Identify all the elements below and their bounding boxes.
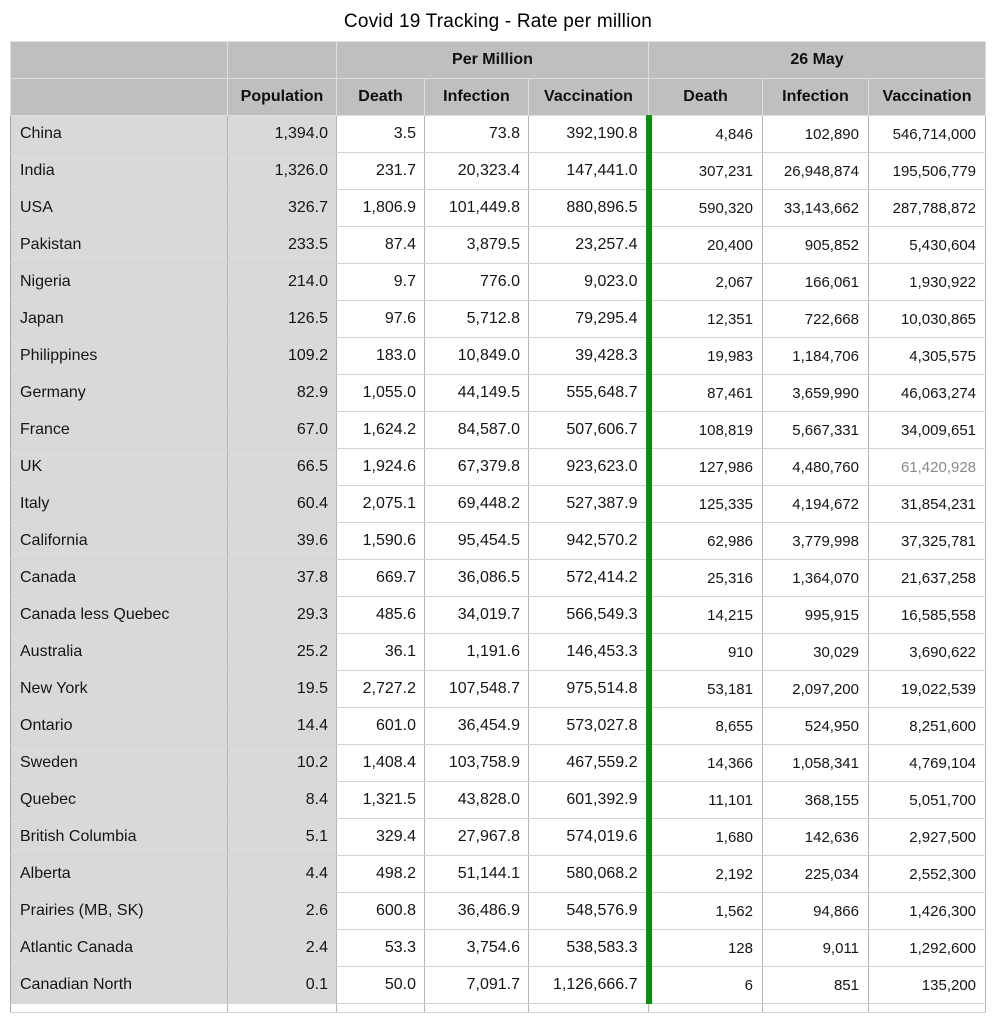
cell-pm-infection[interactable]: 27,967.8 <box>425 819 529 856</box>
cell-may-infection[interactable]: 524,950 <box>763 708 869 745</box>
cell-rowlabel[interactable]: France <box>11 412 228 449</box>
table-row <box>11 560 986 597</box>
cell-pm-death[interactable]: 9.7 <box>337 264 425 301</box>
cell-pm-infection[interactable]: 36,486.9 <box>425 893 529 930</box>
cell-rowlabel[interactable]: Nigeria <box>11 264 228 301</box>
cell-may-infection[interactable]: 995,915 <box>763 597 869 634</box>
cell-pm-death[interactable]: 1,806.9 <box>337 190 425 227</box>
group-header-26-may[interactable]: 26 May <box>649 42 986 79</box>
cell-population[interactable]: 326.7 <box>228 190 337 227</box>
table-row <box>11 745 986 782</box>
cell-may-death[interactable]: 53,181 <box>649 671 763 708</box>
cell-pm-infection[interactable]: 10,849.0 <box>425 338 529 375</box>
partial-cell <box>649 1004 763 1013</box>
cell-may-death[interactable]: 4,846 <box>649 116 763 153</box>
table-row <box>11 856 986 893</box>
column-header-pm-infection[interactable]: Infection <box>425 79 529 116</box>
table-row <box>11 486 986 523</box>
cell-may-vaccination[interactable]: 1,930,922 <box>869 264 986 301</box>
cell-pm-vaccination[interactable]: 467,559.2 <box>529 745 649 782</box>
cell-pm-death[interactable]: 2,727.2 <box>337 671 425 708</box>
cell-population[interactable]: 25.2 <box>228 634 337 671</box>
cell-pm-vaccination[interactable]: 574,019.6 <box>529 819 649 856</box>
cell-may-infection[interactable]: 1,364,070 <box>763 560 869 597</box>
cell-rowlabel[interactable]: Japan <box>11 301 228 338</box>
cell-population[interactable]: 19.5 <box>228 671 337 708</box>
cell-rowlabel[interactable]: Alberta <box>11 856 228 893</box>
partial-cell <box>529 1004 649 1013</box>
cell-rowlabel[interactable]: California <box>11 523 228 560</box>
cell-pm-vaccination[interactable]: 555,648.7 <box>529 375 649 412</box>
cell-may-infection[interactable]: 5,667,331 <box>763 412 869 449</box>
cell-rowlabel[interactable]: Sweden <box>11 745 228 782</box>
cell-may-death[interactable]: 12,351 <box>649 301 763 338</box>
cell-may-vaccination[interactable]: 2,927,500 <box>869 819 986 856</box>
partial-cell <box>869 1004 986 1013</box>
cell-pm-vaccination[interactable]: 572,414.2 <box>529 560 649 597</box>
cell-population[interactable]: 5.1 <box>228 819 337 856</box>
table-header <box>11 42 986 116</box>
cell-may-vaccination[interactable]: 3,690,622 <box>869 634 986 671</box>
cell-rowlabel[interactable]: Canada less Quebec <box>11 597 228 634</box>
cell-population[interactable]: 109.2 <box>228 338 337 375</box>
cell-pm-infection[interactable]: 36,086.5 <box>425 560 529 597</box>
cell-pm-vaccination[interactable]: 23,257.4 <box>529 227 649 264</box>
cell-may-vaccination[interactable]: 546,714,000 <box>869 116 986 153</box>
cell-rowlabel[interactable]: UK <box>11 449 228 486</box>
cell-pm-vaccination[interactable]: 79,295.4 <box>529 301 649 338</box>
cell-pm-vaccination[interactable]: 147,441.0 <box>529 153 649 190</box>
cell-may-infection[interactable]: 722,668 <box>763 301 869 338</box>
cell-pm-death[interactable]: 231.7 <box>337 153 425 190</box>
cell-may-death[interactable]: 307,231 <box>649 153 763 190</box>
cell-rowlabel[interactable]: Pakistan <box>11 227 228 264</box>
cell-rowlabel[interactable]: Italy <box>11 486 228 523</box>
table-row <box>11 967 986 1004</box>
cell-may-infection[interactable]: 30,029 <box>763 634 869 671</box>
cell-pm-infection[interactable]: 101,449.8 <box>425 190 529 227</box>
cell-may-death[interactable]: 2,067 <box>649 264 763 301</box>
table-row <box>11 449 986 486</box>
cell-rowlabel[interactable]: Prairies (MB, SK) <box>11 893 228 930</box>
cell-pm-vaccination[interactable]: 923,623.0 <box>529 449 649 486</box>
cell-pm-infection[interactable]: 67,379.8 <box>425 449 529 486</box>
cell-pm-infection[interactable]: 7,091.7 <box>425 967 529 1004</box>
cell-pm-infection[interactable]: 5,712.8 <box>425 301 529 338</box>
cell-may-death[interactable]: 128 <box>649 930 763 967</box>
cell-pm-vaccination[interactable]: 527,387.9 <box>529 486 649 523</box>
cell-pm-death[interactable]: 669.7 <box>337 560 425 597</box>
cell-pm-infection[interactable]: 107,548.7 <box>425 671 529 708</box>
cell-population[interactable]: 37.8 <box>228 560 337 597</box>
cell-rowlabel[interactable]: China <box>11 116 228 153</box>
cell-may-vaccination[interactable]: 195,506,779 <box>869 153 986 190</box>
cell-may-vaccination[interactable]: 5,430,604 <box>869 227 986 264</box>
table-body <box>11 116 986 1013</box>
cell-may-infection[interactable]: 4,194,672 <box>763 486 869 523</box>
cell-pm-infection[interactable]: 3,754.6 <box>425 930 529 967</box>
table-row <box>11 153 986 190</box>
cell-pm-vaccination[interactable]: 538,583.3 <box>529 930 649 967</box>
cell-pm-death[interactable]: 1,055.0 <box>337 375 425 412</box>
cell-pm-death[interactable]: 1,408.4 <box>337 745 425 782</box>
table-row <box>11 264 986 301</box>
cell-rowlabel[interactable]: Ontario <box>11 708 228 745</box>
cell-population[interactable]: 2.4 <box>228 930 337 967</box>
cell-pm-infection[interactable]: 73.8 <box>425 116 529 153</box>
table-row <box>11 301 986 338</box>
cell-may-death[interactable]: 87,461 <box>649 375 763 412</box>
table-row <box>11 597 986 634</box>
cell-may-vaccination[interactable]: 1,426,300 <box>869 893 986 930</box>
cell-may-vaccination[interactable]: 5,051,700 <box>869 782 986 819</box>
table-row <box>11 634 986 671</box>
cell-population[interactable]: 233.5 <box>228 227 337 264</box>
column-header-pm-vaccination[interactable]: Vaccination <box>529 79 649 116</box>
cell-pm-death[interactable]: 3.5 <box>337 116 425 153</box>
cell-may-death[interactable]: 125,335 <box>649 486 763 523</box>
cell-may-vaccination[interactable]: 2,552,300 <box>869 856 986 893</box>
cell-may-death[interactable]: 20,400 <box>649 227 763 264</box>
cell-population[interactable]: 10.2 <box>228 745 337 782</box>
cell-pm-infection[interactable]: 3,879.5 <box>425 227 529 264</box>
column-header-rowlabel[interactable] <box>11 79 228 116</box>
cell-pm-infection[interactable]: 20,323.4 <box>425 153 529 190</box>
cell-pm-vaccination[interactable]: 39,428.3 <box>529 338 649 375</box>
cell-pm-vaccination[interactable]: 566,549.3 <box>529 597 649 634</box>
cell-may-death[interactable]: 19,983 <box>649 338 763 375</box>
cell-population[interactable]: 1,326.0 <box>228 153 337 190</box>
cell-may-death[interactable]: 62,986 <box>649 523 763 560</box>
partial-cell <box>228 1004 337 1013</box>
cell-may-death[interactable]: 8,655 <box>649 708 763 745</box>
cell-pm-infection[interactable]: 84,587.0 <box>425 412 529 449</box>
table-row <box>11 819 986 856</box>
table-row <box>11 338 986 375</box>
cell-pm-death[interactable]: 1,590.6 <box>337 523 425 560</box>
cell-population[interactable]: 82.9 <box>228 375 337 412</box>
cell-population[interactable]: 39.6 <box>228 523 337 560</box>
cell-rowlabel[interactable]: New York <box>11 671 228 708</box>
cell-may-vaccination[interactable]: 4,769,104 <box>869 745 986 782</box>
cell-pm-death[interactable]: 183.0 <box>337 338 425 375</box>
cell-rowlabel[interactable]: USA <box>11 190 228 227</box>
cell-may-death[interactable]: 1,680 <box>649 819 763 856</box>
group-header-blank-label[interactable] <box>11 42 228 79</box>
cell-pm-vaccination[interactable]: 880,896.5 <box>529 190 649 227</box>
cell-pm-death[interactable]: 601.0 <box>337 708 425 745</box>
cell-rowlabel[interactable]: Canada <box>11 560 228 597</box>
cell-may-death[interactable]: 2,192 <box>649 856 763 893</box>
cell-pm-infection[interactable]: 69,448.2 <box>425 486 529 523</box>
column-header-may-death[interactable]: Death <box>649 79 763 116</box>
table-row <box>11 375 986 412</box>
cell-pm-death[interactable]: 600.8 <box>337 893 425 930</box>
cell-may-infection[interactable]: 9,011 <box>763 930 869 967</box>
cell-population[interactable]: 214.0 <box>228 264 337 301</box>
cell-pm-vaccination[interactable]: 9,023.0 <box>529 264 649 301</box>
cell-rowlabel[interactable]: British Columbia <box>11 819 228 856</box>
group-header-blank-population[interactable] <box>228 42 337 79</box>
cell-pm-death[interactable]: 2,075.1 <box>337 486 425 523</box>
cell-pm-death[interactable]: 329.4 <box>337 819 425 856</box>
cell-population[interactable]: 29.3 <box>228 597 337 634</box>
cell-rowlabel[interactable]: Australia <box>11 634 228 671</box>
cell-may-death[interactable]: 127,986 <box>649 449 763 486</box>
cell-may-death[interactable]: 25,316 <box>649 560 763 597</box>
cell-may-vaccination[interactable]: 19,022,539 <box>869 671 986 708</box>
partial-next-row <box>11 1004 986 1013</box>
cell-rowlabel[interactable]: Quebec <box>11 782 228 819</box>
cell-pm-infection[interactable]: 36,454.9 <box>425 708 529 745</box>
cell-pm-infection[interactable]: 103,758.9 <box>425 745 529 782</box>
cell-may-vaccination[interactable]: 1,292,600 <box>869 930 986 967</box>
column-header-may-infection[interactable]: Infection <box>763 79 869 116</box>
table-row <box>11 523 986 560</box>
partial-cell <box>425 1004 529 1013</box>
cell-may-infection[interactable]: 851 <box>763 967 869 1004</box>
cell-pm-death[interactable]: 1,924.6 <box>337 449 425 486</box>
cell-pm-vaccination[interactable]: 1,126,666.7 <box>529 967 649 1004</box>
cell-pm-death[interactable]: 498.2 <box>337 856 425 893</box>
table-row <box>11 190 986 227</box>
cell-population[interactable]: 1,394.0 <box>228 116 337 153</box>
cell-may-infection[interactable]: 3,659,990 <box>763 375 869 412</box>
cell-pm-death[interactable]: 53.3 <box>337 930 425 967</box>
cell-may-death[interactable]: 11,101 <box>649 782 763 819</box>
partial-cell <box>763 1004 869 1013</box>
cell-may-infection[interactable]: 4,480,760 <box>763 449 869 486</box>
cell-may-vaccination[interactable]: 34,009,651 <box>869 412 986 449</box>
cell-population[interactable]: 126.5 <box>228 301 337 338</box>
cell-may-infection[interactable]: 225,034 <box>763 856 869 893</box>
table-row <box>11 116 986 153</box>
cell-may-death[interactable]: 14,215 <box>649 597 763 634</box>
cell-pm-death[interactable]: 1,624.2 <box>337 412 425 449</box>
cell-may-death[interactable]: 1,562 <box>649 893 763 930</box>
cell-may-vaccination[interactable]: 31,854,231 <box>869 486 986 523</box>
cell-rowlabel[interactable]: Philippines <box>11 338 228 375</box>
cell-pm-infection[interactable]: 44,149.5 <box>425 375 529 412</box>
cell-may-infection[interactable]: 102,890 <box>763 116 869 153</box>
table-row <box>11 930 986 967</box>
cell-may-infection[interactable]: 2,097,200 <box>763 671 869 708</box>
cell-may-infection[interactable]: 166,061 <box>763 264 869 301</box>
cell-may-vaccination[interactable]: 287,788,872 <box>869 190 986 227</box>
table-row <box>11 782 986 819</box>
column-header-population[interactable]: Population <box>228 79 337 116</box>
group-header-row <box>11 42 986 79</box>
cell-pm-vaccination[interactable]: 146,453.3 <box>529 634 649 671</box>
cell-may-death[interactable]: 910 <box>649 634 763 671</box>
cell-pm-death[interactable]: 36.1 <box>337 634 425 671</box>
cell-rowlabel[interactable]: Germany <box>11 375 228 412</box>
table-row <box>11 708 986 745</box>
table-row <box>11 671 986 708</box>
cell-may-death[interactable]: 6 <box>649 967 763 1004</box>
cell-pm-death[interactable]: 485.6 <box>337 597 425 634</box>
cell-may-vaccination[interactable]: 37,325,781 <box>869 523 986 560</box>
table-row <box>11 227 986 264</box>
cell-pm-infection[interactable]: 34,019.7 <box>425 597 529 634</box>
cell-pm-infection[interactable]: 1,191.6 <box>425 634 529 671</box>
column-header-row <box>11 79 986 116</box>
cell-pm-infection[interactable]: 51,144.1 <box>425 856 529 893</box>
cell-may-infection[interactable]: 1,184,706 <box>763 338 869 375</box>
cell-may-vaccination[interactable]: 61,420,928 <box>869 449 986 486</box>
cell-rowlabel[interactable]: Atlantic Canada <box>11 930 228 967</box>
cell-may-vaccination[interactable]: 8,251,600 <box>869 708 986 745</box>
cell-may-infection[interactable]: 1,058,341 <box>763 745 869 782</box>
cell-pm-vaccination[interactable]: 548,576.9 <box>529 893 649 930</box>
partial-cell <box>337 1004 425 1013</box>
cell-pm-infection[interactable]: 43,828.0 <box>425 782 529 819</box>
cell-pm-death[interactable]: 50.0 <box>337 967 425 1004</box>
cell-population[interactable]: 0.1 <box>228 967 337 1004</box>
cell-may-infection[interactable]: 33,143,662 <box>763 190 869 227</box>
cell-pm-death[interactable]: 87.4 <box>337 227 425 264</box>
cell-pm-death[interactable]: 97.6 <box>337 301 425 338</box>
cell-pm-infection[interactable]: 776.0 <box>425 264 529 301</box>
cell-may-vaccination[interactable]: 135,200 <box>869 967 986 1004</box>
cell-population[interactable]: 14.4 <box>228 708 337 745</box>
cell-population[interactable]: 8.4 <box>228 782 337 819</box>
group-header-per-million[interactable]: Per Million <box>337 42 649 79</box>
cell-may-infection[interactable]: 26,948,874 <box>763 153 869 190</box>
cell-may-vaccination[interactable]: 21,637,258 <box>869 560 986 597</box>
cell-rowlabel[interactable]: Canadian North <box>11 967 228 1004</box>
cell-may-death[interactable]: 14,366 <box>649 745 763 782</box>
cell-population[interactable]: 66.5 <box>228 449 337 486</box>
cell-may-death[interactable]: 590,320 <box>649 190 763 227</box>
page-title: Covid 19 Tracking - Rate per million <box>343 11 653 32</box>
cell-may-vaccination[interactable]: 16,585,558 <box>869 597 986 634</box>
table-row <box>11 412 986 449</box>
cell-pm-vaccination[interactable]: 942,570.2 <box>529 523 649 560</box>
partial-cell <box>11 1004 228 1013</box>
cell-may-infection[interactable]: 905,852 <box>763 227 869 264</box>
cell-population[interactable]: 67.0 <box>228 412 337 449</box>
cell-pm-death[interactable]: 1,321.5 <box>337 782 425 819</box>
column-header-pm-death[interactable]: Death <box>337 79 425 116</box>
cell-pm-vaccination[interactable]: 507,606.7 <box>529 412 649 449</box>
cell-population[interactable]: 60.4 <box>228 486 337 523</box>
cell-may-vaccination[interactable]: 10,030,865 <box>869 301 986 338</box>
cell-may-infection[interactable]: 142,636 <box>763 819 869 856</box>
cell-pm-vaccination[interactable]: 580,068.2 <box>529 856 649 893</box>
column-header-may-vaccination[interactable]: Vaccination <box>869 79 986 116</box>
covid-tracking-table <box>10 41 986 1013</box>
table-row <box>11 893 986 930</box>
cell-may-infection[interactable]: 94,866 <box>763 893 869 930</box>
cell-may-vaccination[interactable]: 4,305,575 <box>869 338 986 375</box>
cell-pm-vaccination[interactable]: 392,190.8 <box>529 116 649 153</box>
cell-may-vaccination[interactable]: 46,063,274 <box>869 375 986 412</box>
cell-pm-vaccination[interactable]: 601,392.9 <box>529 782 649 819</box>
cell-pm-infection[interactable]: 95,454.5 <box>425 523 529 560</box>
cell-rowlabel[interactable]: India <box>11 153 228 190</box>
cell-may-death[interactable]: 108,819 <box>649 412 763 449</box>
cell-pm-vaccination[interactable]: 975,514.8 <box>529 671 649 708</box>
cell-pm-vaccination[interactable]: 573,027.8 <box>529 708 649 745</box>
cell-population[interactable]: 2.6 <box>228 893 337 930</box>
cell-population[interactable]: 4.4 <box>228 856 337 893</box>
cell-may-infection[interactable]: 368,155 <box>763 782 869 819</box>
cell-may-infection[interactable]: 3,779,998 <box>763 523 869 560</box>
